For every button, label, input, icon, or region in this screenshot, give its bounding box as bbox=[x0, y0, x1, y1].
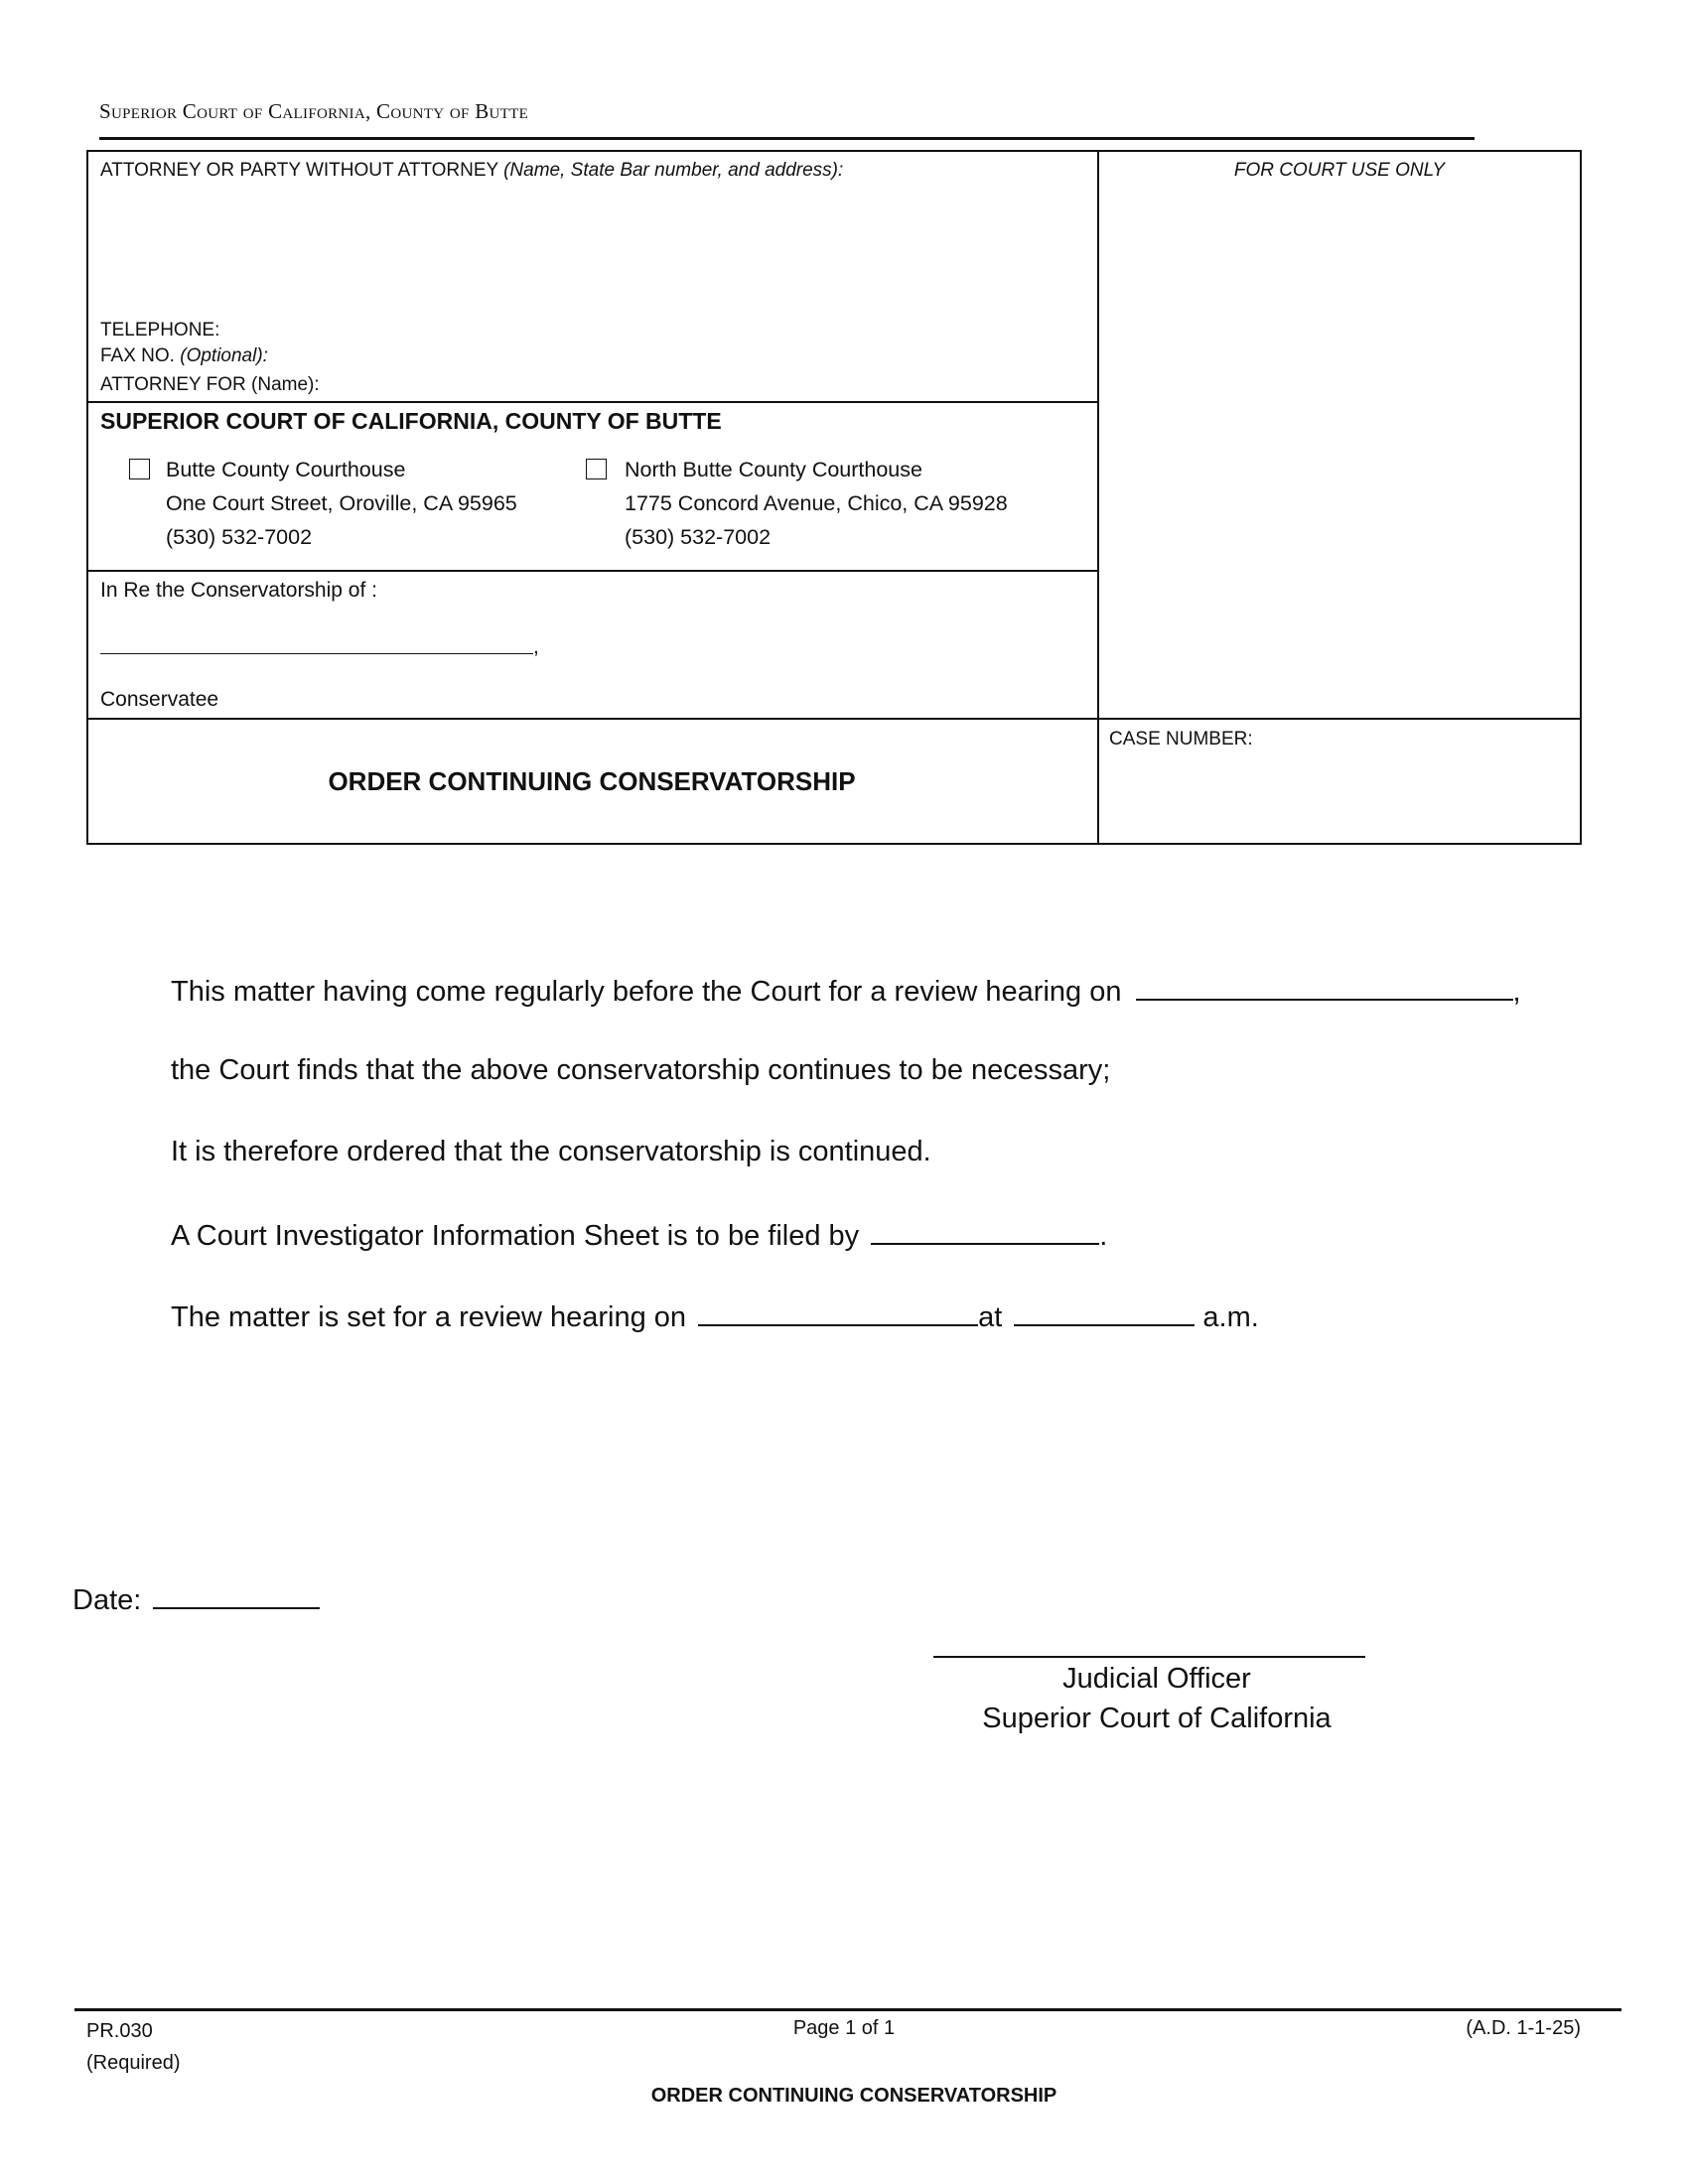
courthouse-phone: (530) 532-7002 bbox=[166, 525, 313, 549]
next-hearing-date-field[interactable] bbox=[698, 1298, 978, 1326]
court-use-label: FOR COURT USE ONLY bbox=[1233, 160, 1446, 181]
page-number: Page 1 of 1 bbox=[792, 2017, 896, 2039]
caption-divider-court bbox=[86, 570, 1097, 572]
header-divider bbox=[99, 137, 1475, 140]
form-title: ORDER CONTINUING CONSERVATORSHIP bbox=[328, 766, 856, 796]
signature-officer-court: Superior Court of California bbox=[982, 1703, 1332, 1734]
body-line-4: A Court Investigator Information Sheet is to be filed by . bbox=[171, 1217, 1107, 1253]
caption-divider-attorney bbox=[86, 401, 1097, 403]
attorney-for-label: ATTORNEY FOR (Name): bbox=[100, 374, 320, 395]
form-number: PR.030 bbox=[86, 2020, 153, 2042]
attorney-label: ATTORNEY OR PARTY WITHOUT ATTORNEY (Name, State Bar number, and address): bbox=[100, 160, 844, 181]
conservatee-label: Conservatee bbox=[100, 688, 219, 711]
court-heading: SUPERIOR COURT OF CALIFORNIA, COUNTY OF BUTTE bbox=[100, 408, 722, 434]
telephone-label: TELEPHONE: bbox=[100, 320, 220, 341]
courthouse-checkbox-butte[interactable] bbox=[129, 459, 150, 479]
body-line-5: The matter is set for a review hearing on at a.m. bbox=[171, 1298, 1259, 1334]
form-revision: (A.D. 1-1-25) bbox=[1466, 2017, 1581, 2039]
courthouse-address: 1775 Concord Avenue, Chico, CA 95928 bbox=[625, 491, 1008, 515]
footer-form-title: ORDER CONTINUING CONSERVATORSHIP bbox=[650, 2085, 1057, 2107]
form-required: (Required) bbox=[86, 2052, 181, 2074]
courthouse-checkbox-north-butte[interactable] bbox=[586, 459, 607, 479]
courthouse-name: North Butte County Courthouse bbox=[625, 458, 922, 481]
date-line: Date: bbox=[72, 1581, 320, 1617]
caption-divider-title bbox=[86, 718, 1582, 720]
courthouse-north-butte bbox=[625, 453, 1008, 554]
courthouse-butte bbox=[166, 453, 517, 554]
body-line-2: the Court finds that the above conservatorship continues to be necessary; bbox=[171, 1054, 1111, 1086]
courthouse-name: Butte County Courthouse bbox=[166, 458, 406, 481]
courthouse-phone: (530) 532-7002 bbox=[625, 525, 772, 549]
signature-line[interactable] bbox=[933, 1656, 1365, 1658]
courthouse-address: One Court Street, Oroville, CA 95965 bbox=[166, 491, 517, 515]
footer-divider bbox=[74, 2008, 1621, 2011]
next-hearing-time-field[interactable] bbox=[1014, 1298, 1195, 1326]
conservatee-name-field[interactable] bbox=[100, 631, 533, 654]
signature-officer-title: Judicial Officer bbox=[1062, 1663, 1251, 1695]
header-court-name: Superior Court of California, County of Butte bbox=[99, 99, 529, 123]
conservatee-comma: , bbox=[533, 635, 539, 658]
fax-label: FAX NO. (Optional): bbox=[100, 345, 268, 366]
in-re-label: In Re the Conservatorship of : bbox=[100, 579, 377, 602]
case-number-label: CASE NUMBER: bbox=[1109, 729, 1253, 750]
info-sheet-due-date-field[interactable] bbox=[871, 1217, 1099, 1245]
body-line-1: This matter having come regularly before the Court for a review hearing on , bbox=[171, 973, 1521, 1009]
review-hearing-date-field[interactable] bbox=[1136, 973, 1513, 1001]
signature-date-field[interactable] bbox=[153, 1581, 320, 1609]
body-line-3: It is therefore ordered that the conservatorship is continued. bbox=[171, 1136, 931, 1167]
caption-vertical-divider bbox=[1097, 150, 1099, 845]
